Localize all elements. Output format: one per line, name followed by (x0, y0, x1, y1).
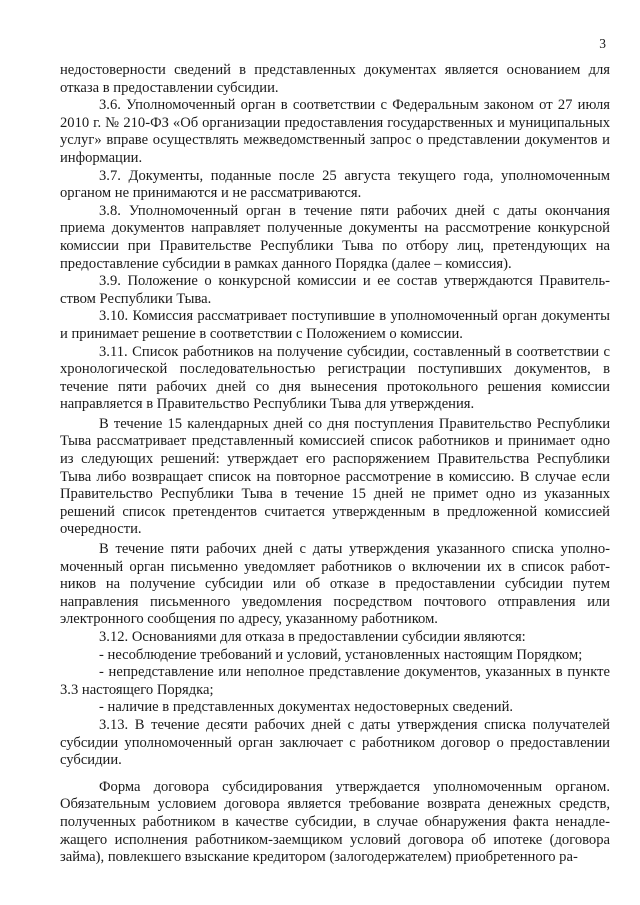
page-number: 3 (599, 36, 606, 51)
list-item-refusal-2: - непредставление или неполное представление документов, указанных в пункте 3.3 настоящего Порядка; (60, 664, 610, 698)
paragraph-3-6: 3.6. Уполномоченный орган в соответствии с Федеральным законом от 27 июля 2010 г. № 210-ФЗ «Об организации предоставления государственных и муниципальных услуг» вправе осуществлять межведомственный запрос о представлении документов и информации. (60, 97, 610, 166)
paragraph-3-9: 3.9. Положение о конкурсной комиссии и ее состав утверждаются Правительством Республики Тыва. (60, 273, 610, 307)
document-body (60, 62, 610, 867)
paragraph-3-13: 3.13. В течение десяти рабочих дней с даты утверждения списка получателей субсидии уполномоченный орган заключает с работником договор о предоставлении субсидии. (60, 716, 610, 769)
list-item-refusal-3: - наличие в представленных документах недостоверных сведений. (99, 699, 514, 716)
paragraph-3-7: 3.7. Документы, поданные после 25 августа текущего года, уполномоченным органом не принимаются и не рассматриваются. (60, 167, 610, 202)
paragraph-3-11-notification: В течение пяти рабочих дней с даты утверждения указанного списка уполномоченный орган письменно уведомляет работников о включении их в список работников на получение субсидии или об отказе в предоставлении субсидии путем направления письменного уведомления посредством почтового отправления или электронного сообщения по адресу, указанному работником. (60, 541, 610, 628)
paragraph-3-8: 3.8. Уполномоченный орган в течение пяти рабочих дней с даты окончания приема документов направляет полученные документы на рассмотрение конкурсной комиссии при Правительстве Республики Тыва по отбору лиц, претендующих на предоставление субсидии в рамках данного Порядка (далее – комиссия). (60, 202, 610, 272)
paragraph-3-11-review: В течение 15 календарных дней со дня поступления Правительство Республики Тыва рассматривает представленный комиссией список работников и принимает одно из следующих решений: утверждает его распоряжением Правительства Республики Тыва либо возвращает список на повторное рассмотрение в комиссию. В случае если Правительство Республики Тыва в течение 15 дней не примет одно из указанных решений список претендентов считается утвержденным в предложенной комиссией очередности. (60, 415, 610, 538)
paragraph-3-11: 3.11. Список работников на получение субсидии, составленный в соответствии с хронологической последовательностью регистрации поступивших документов, в течение пяти рабочих дней со дня вынесения протокольного решения комиссии направляется в Правительство Республики Тыва для утверждения. (60, 343, 610, 413)
paragraph-continuation: недостоверности сведений в представленных документах является основанием для отказа в предоставлении субсидии. (60, 62, 610, 96)
paragraph-3-12: 3.12. Основаниями для отказа в предоставлении субсидии являются: (99, 629, 526, 645)
paragraph-3-10: 3.10. Комиссия рассматривает поступившие в уполномоченный орган документы и принимает решение в соответствии с Положением о комиссии. (60, 308, 610, 342)
paragraph-contract-form: Форма договора субсидирования утверждается уполномоченным органом. Обязательным условием договора является требование возврата денежных средств, полученных работником в качестве субсидии, в случае обнаружения факта ненадлежащего исполнения работником-заемщиком условий договора об ипотеке (договора займа), повлекшего взыскание кредитором (залогодержателем) приобретенного ра- (60, 778, 610, 866)
list-item-refusal-1: - несоблюдение требований и условий, установленных настоящим Порядком; (99, 646, 583, 663)
